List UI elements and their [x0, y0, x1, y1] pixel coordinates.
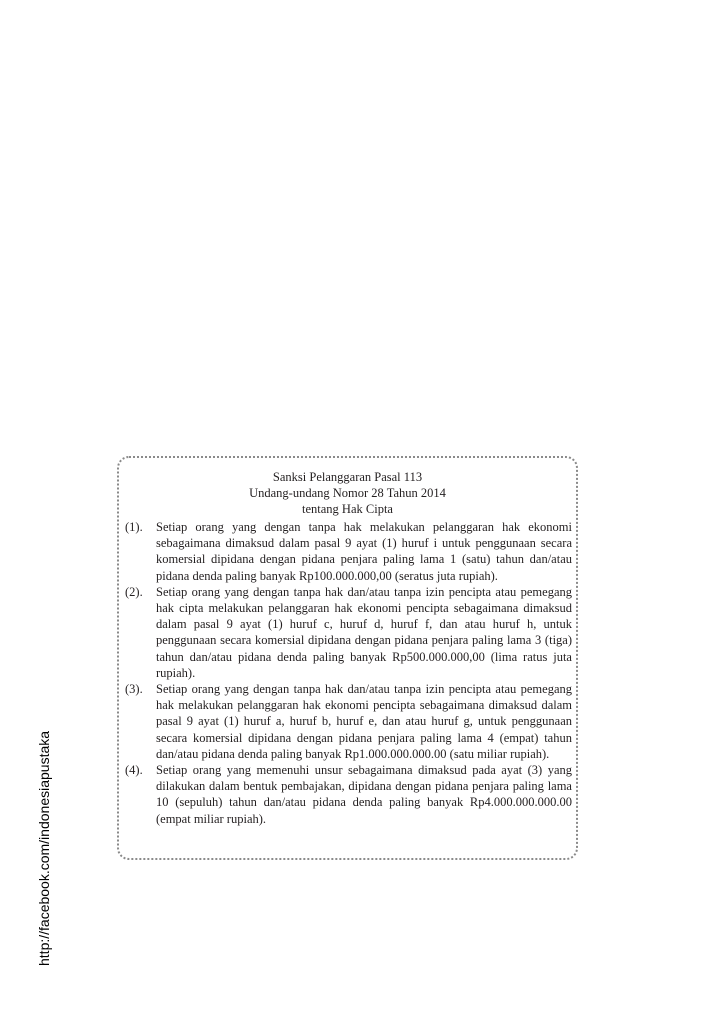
sanction-item-text: Setiap orang yang dengan tanpa hak dan/atau tanpa izin pencipta atau pemegang hak melakukan pelanggaran hak ekonomi pencipta sebagaimana dimaksud dalam pasal 9 ayat (1) huruf a, huruf b, huruf e, dan atau huruf g, untuk penggunaan secara komersial dipidana dengan pidana penjara paling lama 4 (empat) tahun dan/atau pidana denda paling banyak Rp1.000.000.000.00 (satu miliar rupiah). — [156, 682, 572, 761]
side-url-text: http://facebook.com/indonesiapustaka — [36, 730, 52, 966]
sanction-item-text: Setiap orang yang dengan tanpa hak melakukan pelanggaran hak ekonomi sebagaimana dimaksud dalam pasal 9 ayat (1) huruf i untuk penggunaan secara komersial dipidana dengan pidana penjara paling lama 1 (satu) tahun dan/atau pidana denda paling banyak Rp100.000.000,00 (seratus juta rupiah). — [156, 520, 572, 583]
sanction-item-number: (4). — [125, 763, 143, 778]
sanction-item-number: (1). — [125, 520, 143, 534]
sanction-item-4 — [125, 762, 572, 827]
heading-line-2: Undang-undang Nomor 28 Tahun 2014 — [249, 486, 446, 500]
copyright-sanction-box — [117, 456, 578, 860]
sanction-item-3 — [125, 681, 572, 762]
sanction-item-number: (2). — [125, 584, 143, 599]
heading-line-3: tentang Hak Cipta — [302, 502, 393, 516]
sanction-item-2 — [125, 584, 572, 681]
sanction-item-1 — [125, 519, 572, 584]
sanction-item-text: Setiap orang yang memenuhi unsur sebagaimana dimaksud pada ayat (3) yang dilakukan dalam bentuk pembajakan, dipidana dengan pidana penjara paling lama 10 (sepuluh) tahun dan/atau pidana denda paling banyak Rp4.000.000.000.00 (empat miliar rupiah). — [156, 763, 572, 826]
sanction-heading — [119, 469, 576, 517]
sanction-item-text: Setiap orang yang dengan tanpa hak dan/atau tanpa izin pencipta atau pemegang hak cipta melakukan pelanggaran hak ekonomi pencipta sebagaimana dimaksud dalam pasal 9 ayat (1) huruf c, huruf d, huruf f, dan atau huruf h, untuk penggunaan secara komersial dipidana dengan pidana penjara paling lama 3 (tiga) tahun dan/atau pidana denda paling banyak Rp500.000.000,00 (lima ratus juta rupiah). — [156, 584, 572, 680]
heading-line-1: Sanksi Pelanggaran Pasal 113 — [272, 470, 423, 484]
sanction-list — [125, 519, 572, 827]
sanction-item-number: (3). — [125, 682, 143, 697]
